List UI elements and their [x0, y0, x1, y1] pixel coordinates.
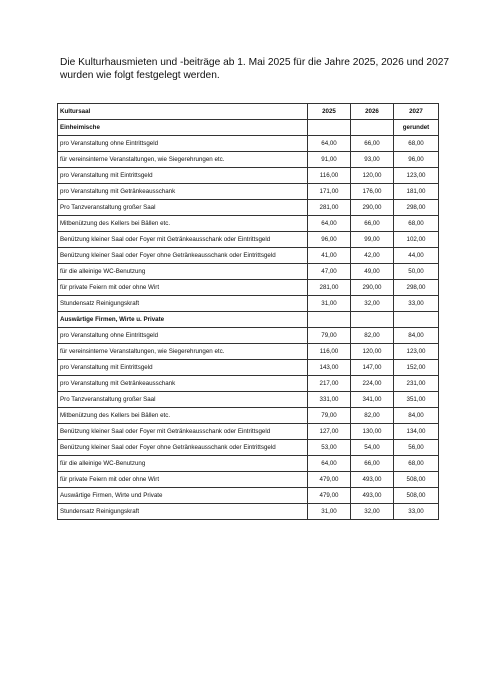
fee-value-2027: 181,00	[394, 184, 439, 200]
fee-value-2025: 217,00	[308, 376, 351, 392]
table-row	[58, 136, 439, 152]
fee-value-2026: 341,00	[351, 392, 394, 408]
fee-value-2027: 231,00	[394, 376, 439, 392]
row-label: pro Veranstaltung ohne Eintrittsgeld	[58, 328, 308, 344]
fee-value-2027: 68,00	[394, 216, 439, 232]
fee-value-2026: 130,00	[351, 424, 394, 440]
row-label: Mitbenützung des Kellers bei Bällen etc.	[58, 216, 308, 232]
header-year-2027: 2027	[394, 104, 439, 120]
fee-value-2025: 31,00	[308, 504, 351, 520]
row-label: pro Veranstaltung mit Getränkeausschank	[58, 184, 308, 200]
table-row	[58, 440, 439, 456]
section-note-cell: gerundet	[394, 120, 439, 136]
row-label: für private Feiern mit oder ohne Wirt	[58, 280, 308, 296]
fee-value-2025: 64,00	[308, 216, 351, 232]
fee-value-2026: 290,00	[351, 280, 394, 296]
table-row	[58, 424, 439, 440]
row-label: pro Veranstaltung mit Eintrittsgeld	[58, 360, 308, 376]
table-row	[58, 232, 439, 248]
intro-paragraph: Die Kulturhausmieten und -beiträge ab 1. Mai 2025 für die Jahre 2025, 2026 und 2027 wurden wie folgt festgelegt werden.	[60, 57, 450, 81]
table-row	[58, 152, 439, 168]
row-label: Mitbenützung des Kellers bei Bällen etc.	[58, 408, 308, 424]
fee-value-2026: 224,00	[351, 376, 394, 392]
fee-value-2025: 479,00	[308, 472, 351, 488]
table-row	[58, 200, 439, 216]
table-row	[58, 376, 439, 392]
fee-value-2025: 143,00	[308, 360, 351, 376]
fee-value-2027: 68,00	[394, 136, 439, 152]
fee-value-2025: 31,00	[308, 296, 351, 312]
row-label: für vereinsinterne Veranstaltungen, wie Siegerehrungen etc.	[58, 152, 308, 168]
fee-value-2026: 176,00	[351, 184, 394, 200]
fee-value-2027: 56,00	[394, 440, 439, 456]
fee-value-2025: 79,00	[308, 328, 351, 344]
fee-value-2025: 116,00	[308, 168, 351, 184]
row-label: für die alleinige WC-Benutzung	[58, 456, 308, 472]
fee-value-2025: 41,00	[308, 248, 351, 264]
fee-value-2026: 120,00	[351, 344, 394, 360]
row-label: Auswärtige Firmen, Wirte und Private	[58, 488, 308, 504]
fee-value-2025: 331,00	[308, 392, 351, 408]
fee-value-2026: 82,00	[351, 328, 394, 344]
section-note-cell	[308, 120, 351, 136]
table-row	[58, 472, 439, 488]
fee-value-2025: 127,00	[308, 424, 351, 440]
row-label: pro Veranstaltung ohne Eintrittsgeld	[58, 136, 308, 152]
row-label: Stundensatz Reinigungskraft	[58, 504, 308, 520]
fee-value-2025: 281,00	[308, 200, 351, 216]
fee-value-2027: 152,00	[394, 360, 439, 376]
fee-value-2026: 82,00	[351, 408, 394, 424]
fee-value-2026: 32,00	[351, 504, 394, 520]
section-title: Einheimische	[58, 120, 308, 136]
section-header-row	[58, 120, 439, 136]
section-note-cell	[351, 312, 394, 328]
fee-value-2026: 66,00	[351, 456, 394, 472]
row-label: pro Veranstaltung mit Getränkeausschank	[58, 376, 308, 392]
row-label: Stundensatz Reinigungskraft	[58, 296, 308, 312]
fee-value-2025: 479,00	[308, 488, 351, 504]
table-row	[58, 216, 439, 232]
table-row	[58, 264, 439, 280]
fee-value-2025: 171,00	[308, 184, 351, 200]
fee-value-2025: 79,00	[308, 408, 351, 424]
fee-table	[57, 103, 439, 520]
fee-value-2026: 66,00	[351, 216, 394, 232]
fee-value-2027: 134,00	[394, 424, 439, 440]
fee-value-2026: 93,00	[351, 152, 394, 168]
fee-value-2026: 32,00	[351, 296, 394, 312]
fee-value-2026: 42,00	[351, 248, 394, 264]
table-row	[58, 456, 439, 472]
fee-value-2027: 68,00	[394, 456, 439, 472]
fee-value-2027: 298,00	[394, 200, 439, 216]
fee-value-2027: 351,00	[394, 392, 439, 408]
fee-value-2025: 53,00	[308, 440, 351, 456]
row-label: für vereinsinterne Veranstaltungen, wie Siegerehrungen etc.	[58, 344, 308, 360]
fee-value-2027: 33,00	[394, 504, 439, 520]
fee-value-2025: 96,00	[308, 232, 351, 248]
section-header-row	[58, 312, 439, 328]
row-label: Benützung kleiner Saal oder Foyer mit Getränkeausschank oder Eintrittsgeld	[58, 424, 308, 440]
table-row	[58, 296, 439, 312]
row-label: Benützung kleiner Saal oder Foyer mit Getränkeausschank oder Eintrittsgeld	[58, 232, 308, 248]
fee-value-2027: 123,00	[394, 344, 439, 360]
table-row	[58, 408, 439, 424]
table-row	[58, 504, 439, 520]
fee-value-2025: 47,00	[308, 264, 351, 280]
fee-value-2025: 91,00	[308, 152, 351, 168]
fee-value-2027: 102,00	[394, 232, 439, 248]
row-label: für die alleinige WC-Benutzung	[58, 264, 308, 280]
section-note-cell	[394, 312, 439, 328]
table-row	[58, 328, 439, 344]
fee-value-2026: 120,00	[351, 168, 394, 184]
fee-value-2027: 33,00	[394, 296, 439, 312]
fee-value-2026: 66,00	[351, 136, 394, 152]
fee-value-2027: 508,00	[394, 472, 439, 488]
table-row	[58, 184, 439, 200]
table-row	[58, 344, 439, 360]
fee-value-2025: 116,00	[308, 344, 351, 360]
row-label: Benützung kleiner Saal oder Foyer ohne Getränkeausschank oder Eintrittsgeld	[58, 248, 308, 264]
row-label: pro Veranstaltung mit Eintrittsgeld	[58, 168, 308, 184]
fee-value-2027: 123,00	[394, 168, 439, 184]
row-label: Pro Tanzveranstaltung großer Saal	[58, 392, 308, 408]
fee-value-2027: 84,00	[394, 328, 439, 344]
row-label: für private Feiern mit oder ohne Wirt	[58, 472, 308, 488]
fee-value-2027: 298,00	[394, 280, 439, 296]
fee-value-2027: 50,00	[394, 264, 439, 280]
fee-value-2027: 96,00	[394, 152, 439, 168]
table-header-row	[58, 104, 439, 120]
table-row	[58, 392, 439, 408]
row-label: Benützung kleiner Saal oder Foyer ohne Getränkeausschank oder Eintrittsgeld	[58, 440, 308, 456]
fee-value-2026: 99,00	[351, 232, 394, 248]
section-note-cell	[351, 120, 394, 136]
fee-value-2025: 281,00	[308, 280, 351, 296]
fee-value-2026: 493,00	[351, 472, 394, 488]
fee-value-2025: 64,00	[308, 456, 351, 472]
header-year-2026: 2026	[351, 104, 394, 120]
fee-value-2026: 54,00	[351, 440, 394, 456]
fee-value-2027: 84,00	[394, 408, 439, 424]
fee-value-2026: 290,00	[351, 200, 394, 216]
header-year-2025: 2025	[308, 104, 351, 120]
table-row	[58, 488, 439, 504]
header-label: Kultursaal	[58, 104, 308, 120]
fee-value-2025: 64,00	[308, 136, 351, 152]
table-row	[58, 360, 439, 376]
fee-value-2026: 147,00	[351, 360, 394, 376]
section-title: Auswärtige Firmen, Wirte u. Private	[58, 312, 308, 328]
fee-value-2026: 493,00	[351, 488, 394, 504]
table-row	[58, 280, 439, 296]
table-row	[58, 168, 439, 184]
table-row	[58, 248, 439, 264]
table-body	[58, 120, 439, 520]
row-label: Pro Tanzveranstaltung großer Saal	[58, 200, 308, 216]
fee-value-2027: 508,00	[394, 488, 439, 504]
section-note-cell	[308, 312, 351, 328]
fee-value-2027: 44,00	[394, 248, 439, 264]
fee-value-2026: 49,00	[351, 264, 394, 280]
